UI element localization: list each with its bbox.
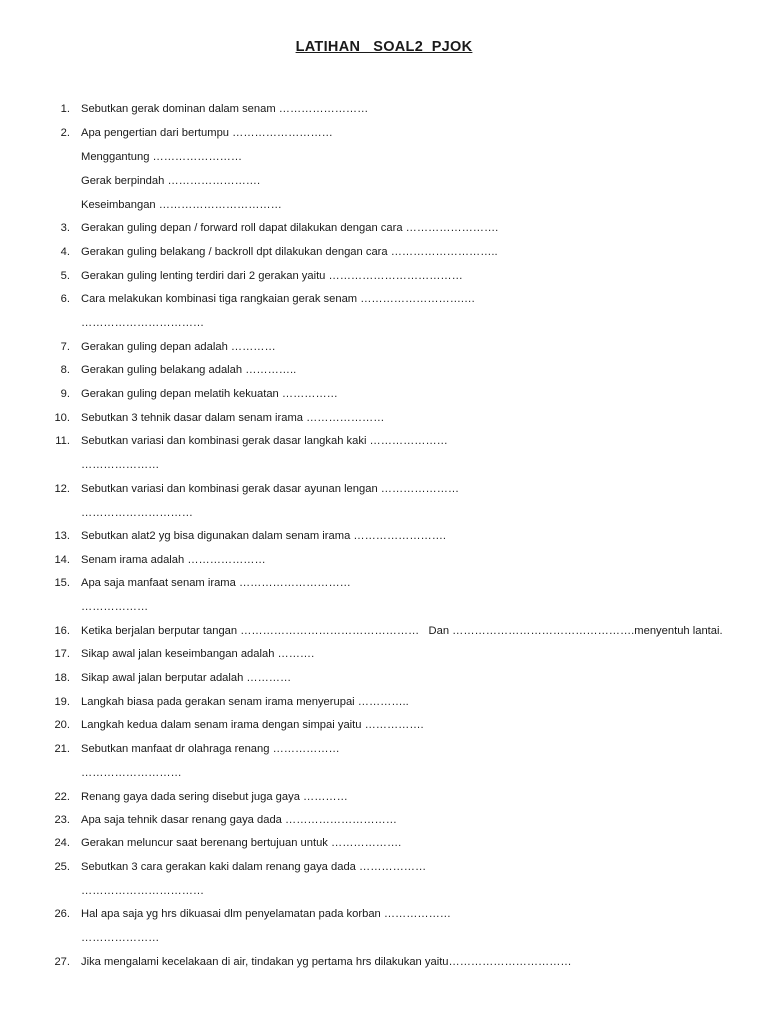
- question-number: 25.: [54, 861, 70, 873]
- question-number: 4.: [60, 246, 70, 258]
- question-number: 9.: [60, 388, 70, 400]
- question-number: 3.: [60, 222, 70, 234]
- question-number: 27.: [54, 956, 70, 968]
- question-text: Sebutkan gerak dominan dalam senam ……………………: [81, 103, 369, 115]
- question-number: 18.: [54, 672, 70, 684]
- question-number: 17.: [54, 648, 70, 660]
- question-text: Cara melakukan kombinasi tiga rangkaian gerak senam ……………………….…: [81, 293, 476, 305]
- question-text: Sebutkan 3 tehnik dasar dalam senam irama …………………: [81, 412, 385, 424]
- question-text: Keseimbangan ……………………………: [81, 199, 282, 211]
- question-text: ……………………………: [81, 317, 205, 329]
- question-text: Apa saja tehnik dasar renang gaya dada …………………………: [81, 814, 397, 826]
- question-number: 6.: [60, 293, 70, 305]
- question-text: Gerakan guling depan / forward roll dapat dilakukan dengan cara …………………….: [81, 222, 499, 234]
- question-number: 12.: [54, 483, 70, 495]
- question-text: Langkah kedua dalam senam irama dengan simpai yaitu …………….: [81, 719, 424, 731]
- question-text: Sebutkan 3 cara gerakan kaki dalam renang gaya dada ………………: [81, 861, 427, 873]
- question-text: Menggantung ……………………: [81, 151, 243, 163]
- question-text: …………………………: [81, 507, 193, 519]
- question-number: 24.: [54, 837, 70, 849]
- question-text: Sebutkan manfaat dr olahraga renang ………………: [81, 743, 340, 755]
- question-text: Sebutkan alat2 yg bisa digunakan dalam senam irama …………………….: [81, 530, 447, 542]
- question-text: Sikap awal jalan berputar adalah …………: [81, 672, 292, 684]
- question-number: 13.: [54, 530, 70, 542]
- question-text: Sebutkan variasi dan kombinasi gerak dasar langkah kaki …………………: [81, 435, 448, 447]
- question-text: Sikap awal jalan keseimbangan adalah ……….: [81, 648, 315, 660]
- question-number: 1.: [60, 103, 70, 115]
- question-text: Gerakan guling belakang / backroll dpt dilakukan dengan cara ………………………..: [81, 246, 498, 258]
- question-number: 26.: [54, 908, 70, 920]
- question-text: ……………………………: [81, 885, 205, 897]
- question-text: Langkah biasa pada gerakan senam irama menyerupai …………..: [81, 696, 409, 708]
- question-text: …………………: [81, 932, 160, 944]
- question-number: 14.: [54, 554, 70, 566]
- question-number: 7.: [60, 341, 70, 353]
- question-text: …………………: [81, 459, 160, 471]
- question-number: 16.: [54, 625, 70, 637]
- question-text: Sebutkan variasi dan kombinasi gerak dasar ayunan lengan …………………: [81, 483, 460, 495]
- question-text: ………………………: [81, 767, 182, 779]
- question-text: Hal apa saja yg hrs dikuasai dlm penyelamatan pada korban ………………: [81, 908, 451, 920]
- question-number: 10.: [54, 412, 70, 424]
- question-number: 11.: [55, 435, 70, 447]
- question-text: Gerakan guling depan adalah …………: [81, 341, 276, 353]
- question-text: Gerakan guling depan melatih kekuatan ……………: [81, 388, 338, 400]
- question-number: 15.: [54, 577, 70, 589]
- question-number: 8.: [60, 364, 70, 376]
- question-text: Apa saja manfaat senam irama …………………………: [81, 577, 351, 589]
- question-number: 20.: [54, 719, 70, 731]
- question-number: 19.: [54, 696, 70, 708]
- question-text: Apa pengertian dari bertumpu ………………………: [81, 127, 333, 139]
- question-text: Gerakan meluncur saat berenang bertujuan untuk ……………….: [81, 837, 402, 849]
- question-text: Renang gaya dada sering disebut juga gaya …………: [81, 791, 348, 803]
- question-number: 22.: [54, 791, 70, 803]
- question-text: ………………: [81, 601, 149, 613]
- question-text: Gerakan guling belakang adalah …………..: [81, 364, 297, 376]
- question-text: Senam irama adalah …………………: [81, 554, 266, 566]
- question-number: 21.: [54, 743, 70, 755]
- question-text: Jika mengalami kecelakaan di air, tindakan yg pertama hrs dilakukan yaitu……………………………: [81, 956, 572, 968]
- question-number: 23.: [54, 814, 70, 826]
- question-number: 5.: [60, 270, 70, 282]
- page-title: LATIHAN SOAL2 PJOK: [295, 39, 473, 55]
- question-text: Gerakan guling lenting terdiri dari 2 gerakan yaitu ………………………………: [81, 270, 463, 282]
- question-text: Ketika berjalan berputar tangan ………………………………………… Dan ………………………………………….menyentuh lantai.: [81, 625, 723, 637]
- question-number: 2.: [60, 127, 70, 139]
- question-text: Gerak berpindah …………………….: [81, 175, 261, 187]
